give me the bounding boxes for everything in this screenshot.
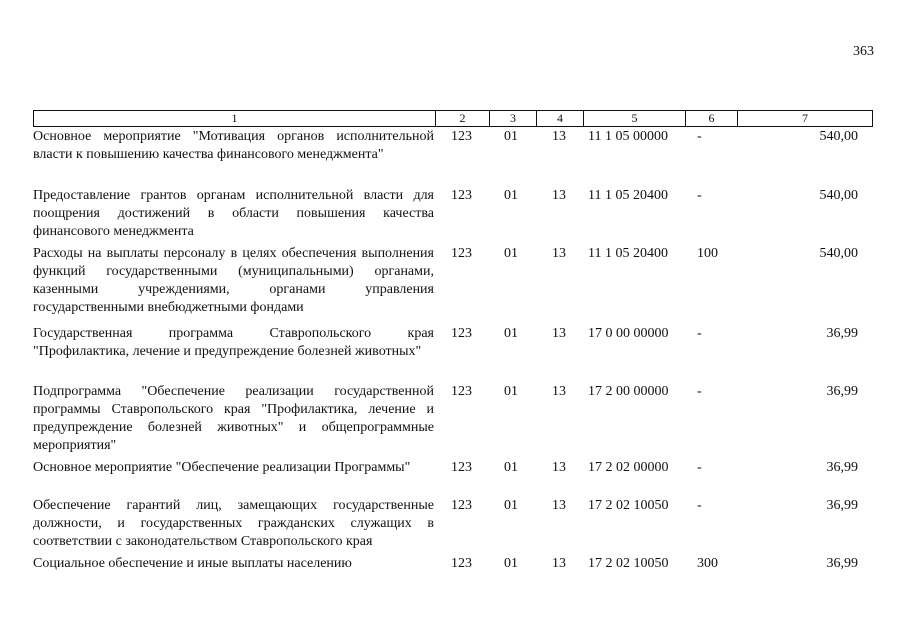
- row-sum: 540,00: [819, 246, 858, 261]
- row-vr: -: [697, 188, 702, 203]
- row-csr: 17 2 02 10050: [588, 556, 669, 571]
- row-name: Социальное обеспечение и иные выплаты населению: [33, 556, 352, 571]
- row-csr: 11 1 05 20400: [588, 188, 668, 203]
- table-header: [33, 110, 873, 127]
- row-pr: 13: [552, 188, 566, 203]
- row-rz: 01: [504, 384, 518, 399]
- row-sum: 36,99: [826, 498, 858, 513]
- row-ved: 123: [451, 384, 472, 399]
- row-vr: 100: [697, 246, 718, 261]
- row-vr: -: [697, 129, 702, 144]
- row-pr: 13: [552, 498, 566, 513]
- row-sum: 36,99: [826, 556, 858, 571]
- row-ved: 123: [451, 556, 472, 571]
- row-name: Расходы на выплаты персоналу в целях обеспечения выполнения функций государственными (муниципальными) органами, казенными учреждениями, органами управления государственными внебюджетными фондами: [33, 246, 434, 315]
- row-csr: 11 1 05 20400: [588, 246, 668, 261]
- row-csr: 17 0 00 00000: [588, 326, 669, 341]
- row-name: Подпрограмма "Обеспечение реализации государственной программы Ставропольского края "Профилактика, лечение и предупреждение болезней животных" и общепрограммные мероприятия": [33, 384, 434, 453]
- row-rz: 01: [504, 498, 518, 513]
- row-pr: 13: [552, 326, 566, 341]
- row-pr: 13: [552, 246, 566, 261]
- row-vr: -: [697, 460, 702, 475]
- row-sum: 36,99: [826, 384, 858, 399]
- row-ved: 123: [451, 246, 472, 261]
- row-rz: 01: [504, 246, 518, 261]
- row-name: Предоставление грантов органам исполнительной власти для поощрения достижений в области повышения качества финансового менеджмента: [33, 188, 434, 239]
- row-sum: 540,00: [819, 188, 858, 203]
- row-pr: 13: [552, 556, 566, 571]
- row-ved: 123: [451, 188, 472, 203]
- row-sum: 36,99: [826, 460, 858, 475]
- row-ved: 123: [451, 460, 472, 475]
- row-rz: 01: [504, 460, 518, 475]
- column-header-3: 3: [489, 111, 536, 126]
- row-sum: 540,00: [819, 129, 858, 144]
- row-rz: 01: [504, 556, 518, 571]
- column-header-1: 1: [231, 111, 238, 125]
- row-ved: 123: [451, 326, 472, 341]
- row-vr: -: [697, 498, 702, 513]
- row-vr: -: [697, 384, 702, 399]
- row-ved: 123: [451, 498, 472, 513]
- row-name: Основное мероприятие "Обеспечение реализации Программы": [33, 460, 411, 475]
- row-csr: 17 2 02 00000: [588, 460, 669, 475]
- row-rz: 01: [504, 326, 518, 341]
- column-header-6: 6: [685, 111, 737, 126]
- row-pr: 13: [552, 460, 566, 475]
- row-rz: 01: [504, 188, 518, 203]
- row-csr: 11 1 05 00000: [588, 129, 668, 144]
- row-ved: 123: [451, 129, 472, 144]
- row-pr: 13: [552, 129, 566, 144]
- row-vr: -: [697, 326, 702, 341]
- row-sum: 36,99: [826, 326, 858, 341]
- row-name: Государственная программа Ставропольского края "Профилактика, лечение и предупреждение болезней животных": [33, 326, 434, 359]
- row-vr: 300: [697, 556, 718, 571]
- row-name: Обеспечение гарантий лиц, замещающих государственные должности, и государственных гражданских служащих в соответствии с законодательством Ставропольского края: [33, 498, 434, 549]
- column-header-2: 2: [435, 111, 489, 126]
- row-rz: 01: [504, 129, 518, 144]
- row-csr: 17 2 02 10050: [588, 498, 669, 513]
- row-csr: 17 2 00 00000: [588, 384, 669, 399]
- page-number: 363: [853, 44, 874, 59]
- column-header-5: 5: [583, 111, 685, 126]
- row-name: Основное мероприятие "Мотивация органов исполнительной власти к повышению качества финансового менеджмента": [33, 129, 434, 162]
- column-header-7: 7: [737, 111, 872, 126]
- row-pr: 13: [552, 384, 566, 399]
- column-header-4: 4: [536, 111, 583, 126]
